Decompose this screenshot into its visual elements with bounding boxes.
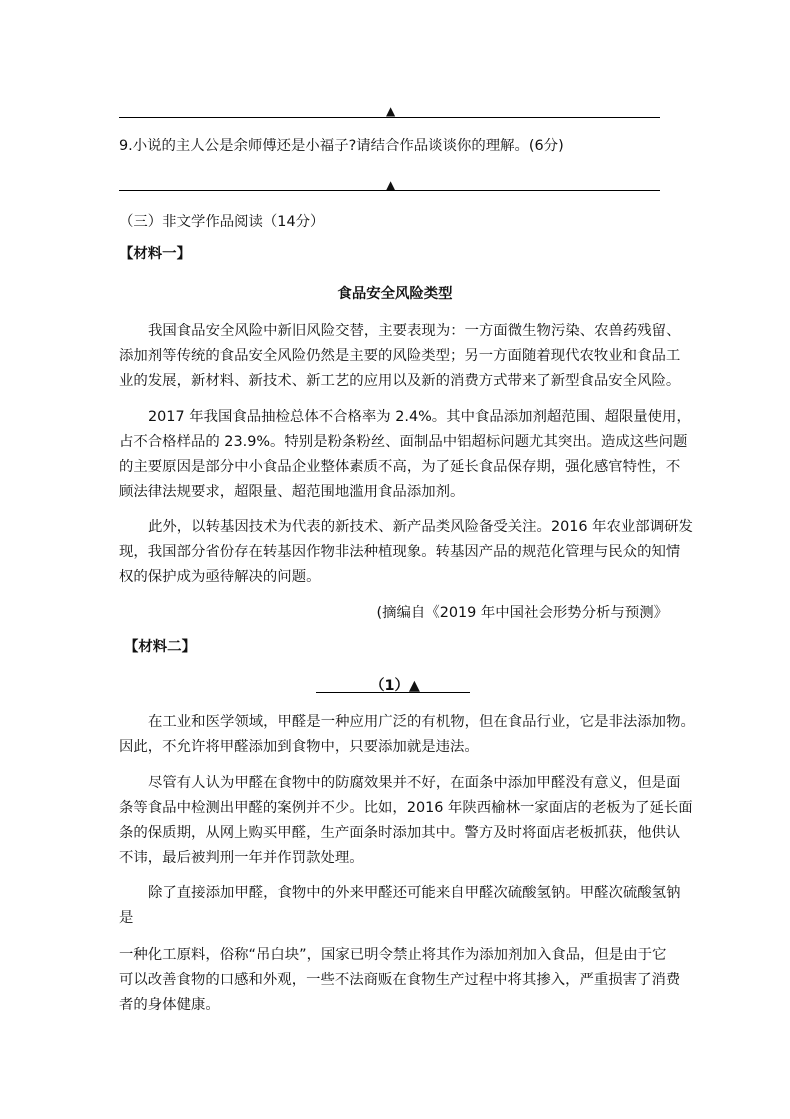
paragraph-line: 此外，以转基因技术为代表的新技术、新产品类风险备受关注。2016 年农业部调研发 xyxy=(148,519,693,535)
material2-blank-title: （1）▲ xyxy=(370,678,420,694)
paragraph-line: 尽管有人认为甲醛在食物中的防腐效果并不好，在面条中添加甲醛没有意义，但是面 xyxy=(148,775,681,791)
paragraph-line: 一种化工原料，俗称“吊白块”，国家已明令禁止将其作为添加剂加入食品，但是由于它 xyxy=(119,947,667,963)
material1-source: (摘编自《2019 年中国社会形势分析与预测》 xyxy=(376,605,668,621)
answer-line-2 xyxy=(119,190,660,191)
paragraph-line: 业的发展，新材料、新技术、新工艺的应用以及新的消费方式带来了新型食品安全风险。 xyxy=(119,373,681,389)
answer-marker-2: ▲ xyxy=(386,178,396,192)
paragraph-line: 权的保护成为亟待解决的问题。 xyxy=(119,569,321,585)
paragraph-line: 条的保质期，从网上购买甲醛，生产面条时添加其中。警方及时将面店老板抓获，他供认 xyxy=(119,825,681,841)
paragraph-line: 因此，不允许将甲醛添加到食物中，只要添加就是违法。 xyxy=(119,739,479,755)
paragraph-line: 顾法律法规要求，超限量、超范围地滥用食品添加剂。 xyxy=(119,484,465,500)
section-heading: （三）非文学作品阅读（14分） xyxy=(119,214,325,230)
paragraph-line: 添加剂等传统的食品安全风险仍然是主要的风险类型；另一方面随着现代农牧业和食品工 xyxy=(119,348,681,364)
title-answer-line xyxy=(316,692,470,693)
answer-line-1 xyxy=(119,117,660,118)
paragraph-line: 不讳，最后被判刑一年并作罚款处理。 xyxy=(119,850,364,866)
paragraph-line: 2017 年我国食品抽检总体不合格率为 2.4%。其中食品添加剂超范围、超限量使用， xyxy=(148,409,691,425)
paragraph-line: 现，我国部分省份存在转基因作物非法种植现象。转基因产品的规范化管理与民众的知情 xyxy=(119,544,681,560)
question-9: 9.小说的主人公是余师傅还是小福子?请结合作品谈谈你的理解。(6分) xyxy=(119,138,564,154)
paragraph-line: 除了直接添加甲醛，食物中的外来甲醛还可能来自甲醛次硫酸氢钠。甲醛次硫酸氢钠 xyxy=(148,885,681,901)
paragraph-line: 在工业和医学领域，甲醛是一种应用广泛的有机物，但在食品行业，它是非法添加物。 xyxy=(148,714,695,730)
material2-label: 【材料二】 xyxy=(124,639,196,655)
paragraph-line: 可以改善食物的口感和外观，一些不法商贩在食物生产过程中将其掺入，严重损害了消费 xyxy=(119,972,681,988)
paragraph-line: 的主要原因是部分中小食品企业整体素质不高，为了延长食品保存期，强化感官特性，不 xyxy=(119,459,681,475)
answer-marker-1: ▲ xyxy=(386,104,396,118)
paragraph-line: 条等食品中检测出甲醛的案例并不少。比如，2016 年陕西榆林一家面店的老板为了延长面 xyxy=(119,800,693,816)
material1-label: 【材料一】 xyxy=(119,246,191,262)
paragraph-line: 我国食品安全风险中新旧风险交替，主要表现为：一方面微生物污染、农兽药残留、 xyxy=(148,323,681,339)
material1-title: 食品安全风险类型 xyxy=(337,286,453,302)
paragraph-line: 占不合格样品的 23.9%。特别是粉条粉丝、面制品中铝超标问题尤其突出。造成这些问题 xyxy=(119,434,688,450)
paragraph-line: 是 xyxy=(119,910,134,926)
paragraph-line: 者的身体健康。 xyxy=(119,997,220,1013)
